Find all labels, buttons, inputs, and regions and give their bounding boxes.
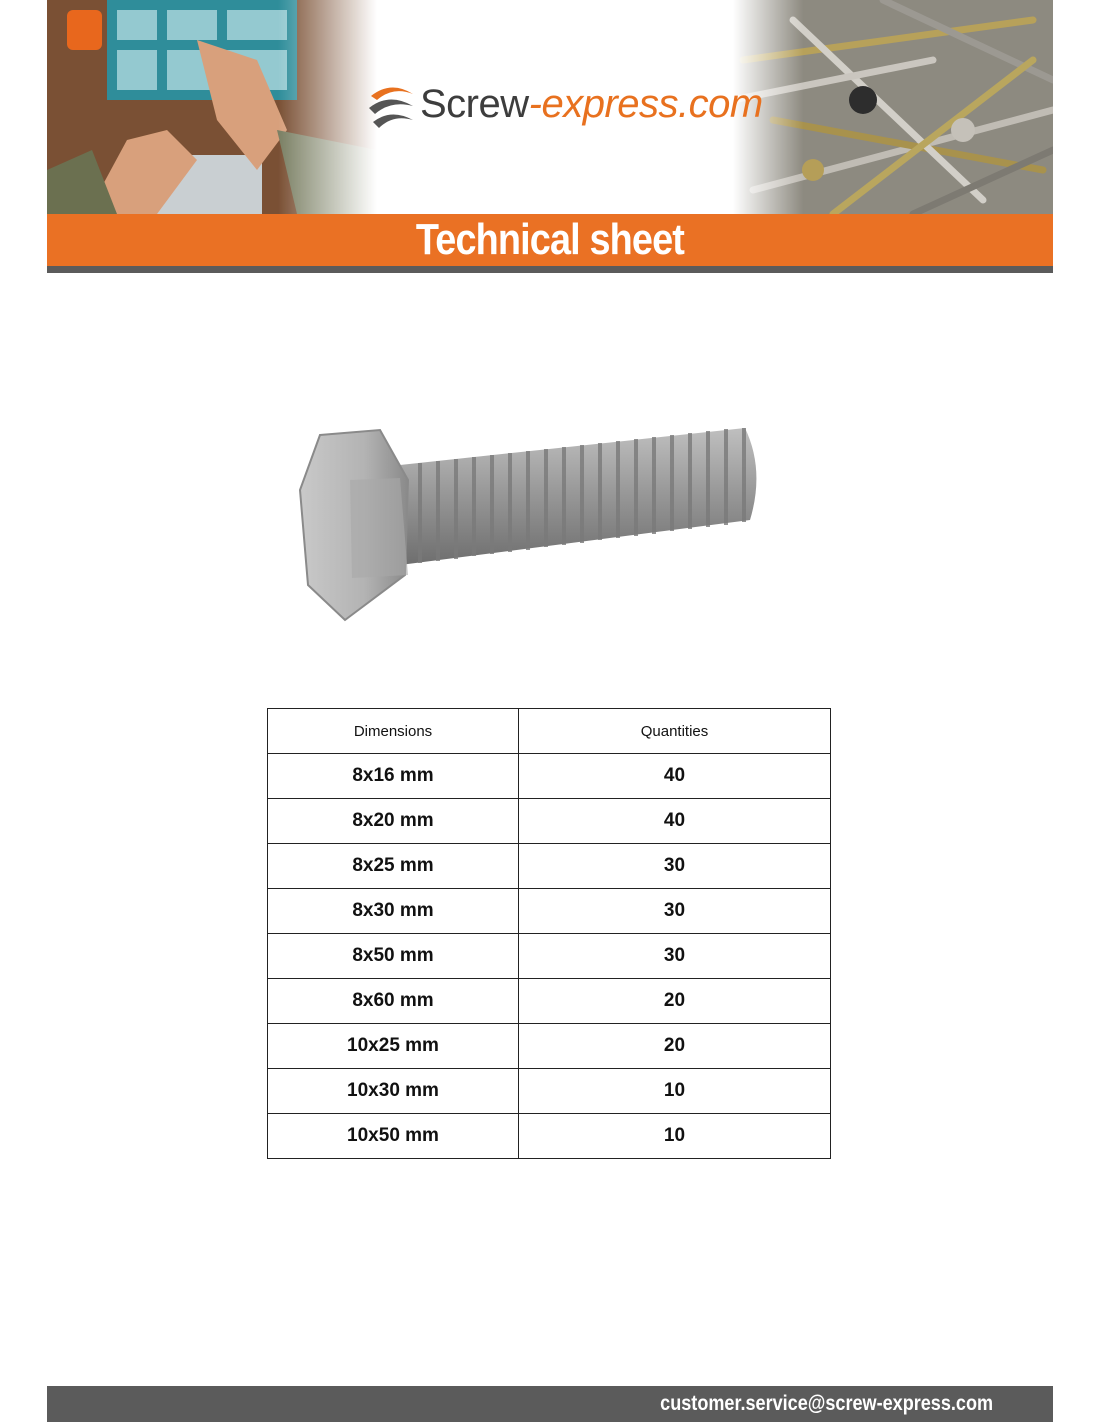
brand-logo[interactable] xyxy=(365,72,763,142)
dimension-cell: 8x30 mm xyxy=(268,889,519,934)
table-header-row xyxy=(268,709,831,754)
header-dimensions: Dimensions xyxy=(268,709,519,754)
table-row xyxy=(268,1069,831,1114)
logo-text-main: Screw xyxy=(420,82,529,126)
title-banner xyxy=(47,214,1053,266)
table-row xyxy=(268,754,831,799)
logo-text xyxy=(420,82,763,127)
header-banner xyxy=(47,0,1053,214)
header-quantities: Quantities xyxy=(519,709,831,754)
table-row xyxy=(268,979,831,1024)
quantity-cell: 30 xyxy=(519,889,831,934)
hex-bolt-photo xyxy=(280,400,780,640)
dimension-cell: 10x50 mm xyxy=(268,1114,519,1159)
quantity-cell: 20 xyxy=(519,979,831,1024)
table-row xyxy=(268,799,831,844)
dimension-cell: 8x50 mm xyxy=(268,934,519,979)
table-row xyxy=(268,889,831,934)
logo-swoosh-icon xyxy=(365,78,417,140)
dimension-cell: 8x25 mm xyxy=(268,844,519,889)
footer-email-link[interactable]: customer.service@screw-express.com xyxy=(660,1392,993,1415)
dimensions-quantities-table xyxy=(267,708,831,1159)
hands-sorting-screws-photo xyxy=(47,0,377,214)
dimension-cell: 8x20 mm xyxy=(268,799,519,844)
table-row xyxy=(268,1114,831,1159)
table-row xyxy=(268,934,831,979)
quantity-cell: 40 xyxy=(519,799,831,844)
footer-bar xyxy=(47,1386,1053,1422)
table-row xyxy=(268,1024,831,1069)
dimension-cell: 10x30 mm xyxy=(268,1069,519,1114)
table-row xyxy=(268,844,831,889)
quantity-cell: 10 xyxy=(519,1114,831,1159)
quantity-cell: 30 xyxy=(519,844,831,889)
quantity-cell: 40 xyxy=(519,754,831,799)
dimension-cell: 8x60 mm xyxy=(268,979,519,1024)
dimension-cell: 10x25 mm xyxy=(268,1024,519,1069)
dimension-cell: 8x16 mm xyxy=(268,754,519,799)
divider xyxy=(47,266,1053,273)
quantity-cell: 20 xyxy=(519,1024,831,1069)
pile-of-screws-photo xyxy=(733,0,1053,214)
quantity-cell: 30 xyxy=(519,934,831,979)
quantity-cell: 10 xyxy=(519,1069,831,1114)
logo-text-accent: -express.com xyxy=(528,82,763,126)
page-title: Technical sheet xyxy=(415,215,685,264)
